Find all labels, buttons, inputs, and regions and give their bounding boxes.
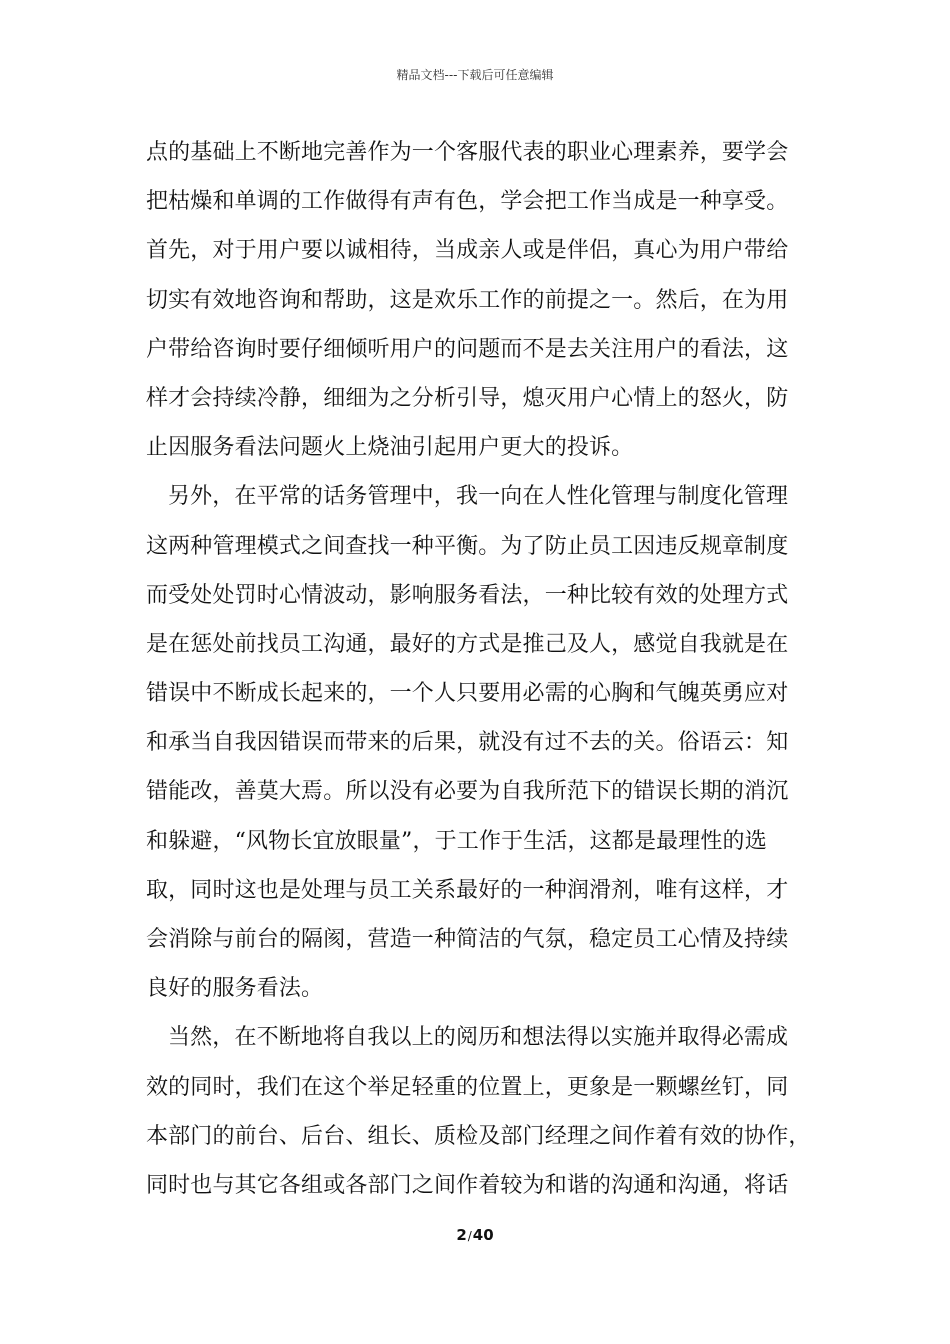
paragraph-start-line: 当然，在不断地将自我以上的阅历和想法得以实施并取得必需成 [168,1025,789,1051]
text-line: 和承当自我因错误而带来的后果，就没有过不去的关。俗语云：知 [146,730,789,756]
current-page-number: 2 [456,1226,467,1244]
text-line: 样才会持续冷静，细细为之分析引导，熄灭用户心情上的怒火，防 [146,385,789,411]
text-line: 把枯燥和单调的工作做得有声有色，学会把工作当成是一种享受。 [146,189,789,215]
text-line: 点的基础上不断地完善作为一个客服代表的职业心理素养，要学会 [146,140,789,165]
text-line: 首先，对于用户要以诚相待，当成亲人或是伴侣，真心为用户带给 [146,238,789,264]
text-line: 户带给咨询时要仔细倾听用户的问题而不是去关注用户的看法，这 [146,336,789,362]
text-line: 效的同时，我们在这个举足轻重的位置上，更象是一颗螺丝钉，同 [146,1074,789,1100]
page-separator: / [467,1229,472,1243]
text-line: 这两种管理模式之间查找一种平衡。为了防止员工因违反规章制度 [146,533,789,559]
text-line: 而受处处罚时心情波动，影响服务看法，一种比较有效的处理方式 [146,582,789,608]
total-pages-number: 40 [472,1226,494,1244]
paragraph-start-line: 另外，在平常的话务管理中，我一向在人性化管理与制度化管理 [168,484,789,510]
text-line: 良好的服务看法。 [146,976,324,1002]
text-line: 和躲避，“风物长宜放眼量”，于工作于生活，这都是最理性的选 [146,828,767,854]
text-line: 是在惩处前找员工沟通，最好的方式是推己及人，感觉自我就是在 [146,631,789,657]
document-body [146,128,821,1210]
text-line: 错误中不断成长起来的，一个人只要用必需的心胸和气魄英勇应对 [146,681,789,707]
text-line: 切实有效地咨询和帮助，这是欢乐工作的前提之一。然后，在为用 [146,287,789,313]
page-header: 精品文档---下载后可任意编辑 [396,68,554,82]
text-line: 取，同时这也是处理与员工关系最好的一种润滑剂，唯有这样，才 [146,877,789,903]
text-line: 止因服务看法问题火上烧油引起用户更大的投诉。 [146,435,634,461]
page-number [0,1226,950,1244]
text-line: 本部门的前台、后台、组长、质检及部门经理之间作着有效的协作， [146,1123,811,1149]
text-line: 错能改，善莫大焉。所以没有必要为自我所范下的错误长期的消沉 [146,779,789,805]
text-line: 同时也与其它各组或各部门之间作着较为和谐的沟通和沟通，将话 [146,1172,789,1198]
text-line: 会消除与前台的隔阂，营造一种简洁的气氛，稳定员工心情及持续 [146,927,789,952]
